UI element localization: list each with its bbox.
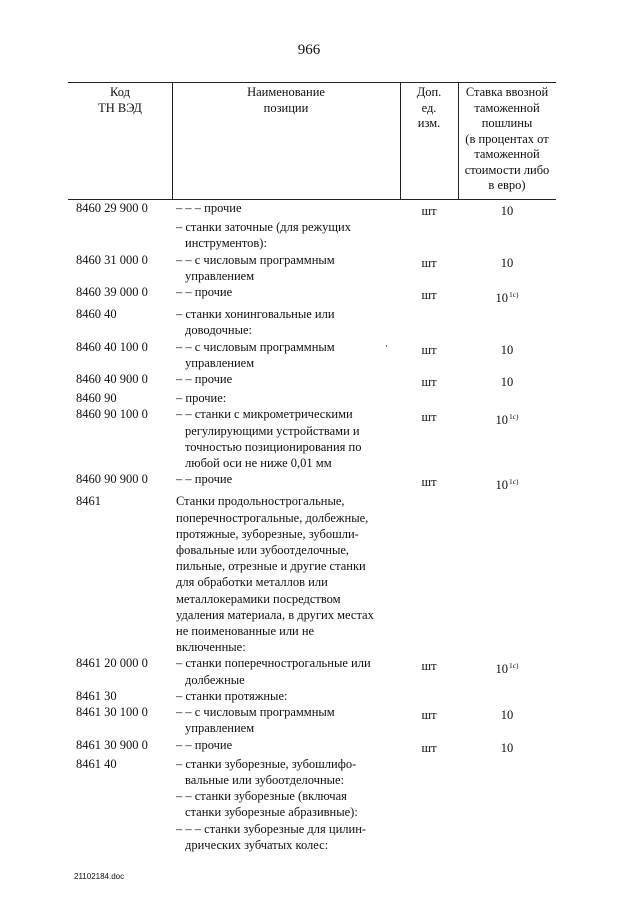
tariff-table	[68, 82, 556, 852]
duty-rate: 10	[500, 204, 514, 218]
table-row	[68, 200, 556, 219]
item-description	[172, 756, 400, 788]
description-line: управлением	[185, 355, 255, 370]
description-line: – станки протяжные:	[176, 688, 288, 703]
scan-speck	[386, 345, 387, 347]
item-description	[172, 339, 400, 371]
description-line: – – с числовым программным	[176, 705, 335, 720]
duty-rate: 10	[500, 708, 514, 723]
table-row	[68, 688, 556, 704]
unit-of-measure: шт	[421, 659, 437, 674]
table-row	[68, 493, 556, 655]
item-description	[172, 306, 400, 338]
header-line: изм.	[417, 116, 441, 130]
table-row	[68, 284, 556, 306]
tariff-code	[68, 788, 172, 820]
description-line: Станки продольнострогальные,	[176, 494, 345, 509]
footnote-marker: 1с)	[508, 477, 519, 487]
duty-rate-cell	[458, 740, 556, 756]
tariff-code: 8460 39 000 0	[76, 285, 148, 300]
duty-rate-cell	[458, 474, 556, 493]
duty-rate-cell	[458, 496, 556, 655]
duty-rate-cell	[458, 393, 556, 406]
table-body	[68, 200, 556, 853]
table-row	[68, 306, 556, 338]
duty-rate: 10	[500, 375, 514, 390]
unit-of-measure: шт	[421, 255, 437, 270]
header-line: в евро)	[488, 178, 526, 192]
header-line: таможенной	[474, 147, 540, 161]
description-line: – – с числовым программным	[176, 252, 335, 267]
table-row	[68, 704, 556, 736]
description-line: управлением	[185, 268, 255, 283]
table-row	[68, 219, 556, 251]
duty-rate-cell	[458, 255, 556, 284]
item-description	[172, 788, 400, 820]
duty-rate-cell	[458, 222, 556, 251]
header-line: таможенной	[474, 100, 540, 115]
description-line: – – с числовым программным	[176, 339, 335, 354]
table-header	[68, 82, 556, 200]
tariff-code: 8460 90	[76, 391, 117, 406]
description-line: долбежные	[185, 672, 245, 687]
footnote-marker: 1с)	[508, 290, 519, 300]
duty-rate-cell	[458, 759, 556, 788]
description-line: – – станки с микрометрическими	[176, 407, 353, 422]
tariff-code: 8460 40 900 0	[76, 372, 148, 387]
table-row	[68, 788, 556, 820]
unit-of-measure	[400, 759, 458, 788]
header-line: Ставка ввозной	[465, 85, 549, 99]
header-unit	[400, 85, 458, 132]
header-line: ед.	[421, 100, 437, 115]
tariff-code	[68, 219, 172, 251]
unit-of-measure	[400, 393, 458, 406]
page-number: 966	[297, 42, 321, 58]
item-description	[172, 200, 400, 219]
item-description	[172, 704, 400, 736]
description-line: – – – прочие	[176, 201, 242, 215]
tariff-code: 8461	[76, 494, 101, 509]
unit-of-measure	[400, 791, 458, 820]
duty-rate-cell	[458, 409, 556, 471]
item-description	[172, 493, 400, 655]
unit-of-measure	[400, 222, 458, 251]
duty-rate: 10	[495, 662, 508, 677]
description-line: станки зуборезные абразивные):	[185, 805, 358, 820]
table-row	[68, 406, 556, 471]
unit-of-measure	[400, 824, 458, 853]
description-line: фовальные или зубоотделочные,	[176, 543, 350, 558]
duty-rate-cell	[458, 691, 556, 704]
tariff-code: 8460 90 100 0	[76, 407, 148, 422]
duty-rate: 10	[500, 255, 514, 270]
duty-rate: 10	[495, 478, 508, 493]
tariff-code: 8460 29 900 0	[76, 201, 148, 215]
table-row	[68, 390, 556, 406]
duty-rate-cell	[458, 658, 556, 687]
tariff-code: 8461 40	[76, 756, 117, 771]
description-line: – станки хонинговальные или	[176, 307, 335, 322]
description-line: – прочие:	[176, 391, 227, 406]
unit-of-measure: шт	[421, 740, 437, 755]
header-line: пошлины	[481, 116, 533, 130]
description-line: – – прочие	[176, 472, 233, 487]
item-description	[172, 688, 400, 704]
description-line: не поименованные или не	[176, 624, 315, 639]
item-description	[172, 406, 400, 471]
file-footer: 21102184.doc	[74, 872, 125, 881]
item-description	[172, 390, 400, 406]
duty-rate: 10	[495, 291, 508, 306]
description-line: – – – станки зуборезные для цилин-	[176, 821, 367, 836]
header-line: Код	[110, 85, 130, 99]
header-line: Доп.	[416, 85, 442, 99]
unit-of-measure: шт	[421, 375, 437, 390]
tariff-code	[68, 821, 172, 853]
description-line: – – прочие	[176, 372, 233, 387]
duty-rate-cell	[458, 824, 556, 853]
description-line: – станки заточные (для режущих	[176, 220, 351, 235]
header-code	[68, 85, 172, 116]
header-line: (в процентах от	[465, 131, 549, 146]
table-row	[68, 821, 556, 853]
header-rate	[458, 85, 556, 194]
unit-of-measure	[400, 496, 458, 655]
description-line: – станки зуборезные, зубошлифо-	[176, 756, 357, 771]
tariff-code: 8461 30 900 0	[76, 737, 148, 752]
description-line: – – прочие	[176, 285, 233, 300]
duty-rate-cell	[458, 287, 556, 306]
item-description	[172, 371, 400, 390]
duty-rate-cell	[458, 342, 556, 371]
duty-rate-cell	[458, 791, 556, 820]
tariff-code: 8460 90 900 0	[76, 472, 148, 487]
description-line: доводочные:	[185, 323, 252, 338]
duty-rate-cell	[458, 203, 556, 219]
unit-of-measure: шт	[421, 204, 437, 218]
table-row	[68, 471, 556, 493]
footnote-marker: 1с)	[508, 412, 519, 422]
description-line: дрических зубчатых колес:	[185, 837, 329, 852]
duty-rate: 10	[500, 740, 514, 755]
table-row	[68, 252, 556, 284]
tariff-code: 8461 20 000 0	[76, 656, 148, 671]
duty-rate-cell	[458, 374, 556, 390]
description-line: регулирующими устройствами и	[185, 423, 360, 438]
item-description	[172, 655, 400, 687]
unit-of-measure: шт	[421, 708, 437, 723]
description-line: вальные или зубоотделочные:	[185, 772, 345, 787]
tariff-code: 8461 30 100 0	[76, 705, 148, 720]
description-line: металлокерамики посредством	[176, 591, 341, 606]
unit-of-measure: шт	[421, 342, 437, 357]
table-row	[68, 339, 556, 371]
description-line: – – станки зуборезные (включая	[176, 789, 347, 804]
unit-of-measure: шт	[421, 288, 437, 303]
table-row	[68, 737, 556, 756]
description-line: пильные, отрезные и другие станки	[176, 559, 366, 574]
description-line: точностью позиционирования по	[185, 439, 362, 454]
description-line: любой оси не ниже 0,01 мм	[185, 456, 332, 471]
description-line: включенные:	[176, 640, 246, 655]
unit-of-measure: шт	[421, 475, 437, 490]
duty-rate-cell	[458, 309, 556, 338]
unit-of-measure	[400, 309, 458, 338]
item-description	[172, 252, 400, 284]
header-line: ТН ВЭД	[98, 100, 142, 115]
unit-of-measure: шт	[421, 410, 437, 425]
header-name	[172, 85, 400, 116]
duty-rate-cell	[458, 707, 556, 736]
header-line: стоимости либо	[464, 162, 550, 177]
header-line: позиции	[263, 100, 309, 115]
footnote-marker: 1с)	[508, 661, 519, 671]
table-row	[68, 371, 556, 390]
description-line: протяжные, зуборезные, зубошли-	[176, 526, 359, 541]
description-line: – станки поперечнострогальные или	[176, 656, 371, 671]
description-line: удаления материала, в других местах	[176, 607, 374, 622]
table-row	[68, 756, 556, 788]
table-row	[68, 655, 556, 687]
duty-rate: 10	[500, 342, 514, 357]
description-line: поперечнострогальные, долбежные,	[176, 510, 369, 525]
tariff-code: 8460 40 100 0	[76, 339, 148, 354]
description-line: – – прочие	[176, 737, 233, 752]
description-line: для обработки металлов или	[176, 575, 328, 590]
item-description	[172, 219, 400, 251]
tariff-code: 8460 31 000 0	[76, 252, 148, 267]
tariff-code: 8460 40	[76, 307, 117, 322]
item-description	[172, 471, 400, 493]
header-line: Наименование	[247, 85, 325, 99]
unit-of-measure	[400, 691, 458, 704]
description-line: инструментов):	[185, 236, 267, 251]
description-line: управлением	[185, 721, 255, 736]
item-description	[172, 821, 400, 853]
tariff-code: 8461 30	[76, 688, 117, 703]
duty-rate: 10	[495, 413, 508, 428]
item-description	[172, 284, 400, 306]
item-description	[172, 737, 400, 756]
